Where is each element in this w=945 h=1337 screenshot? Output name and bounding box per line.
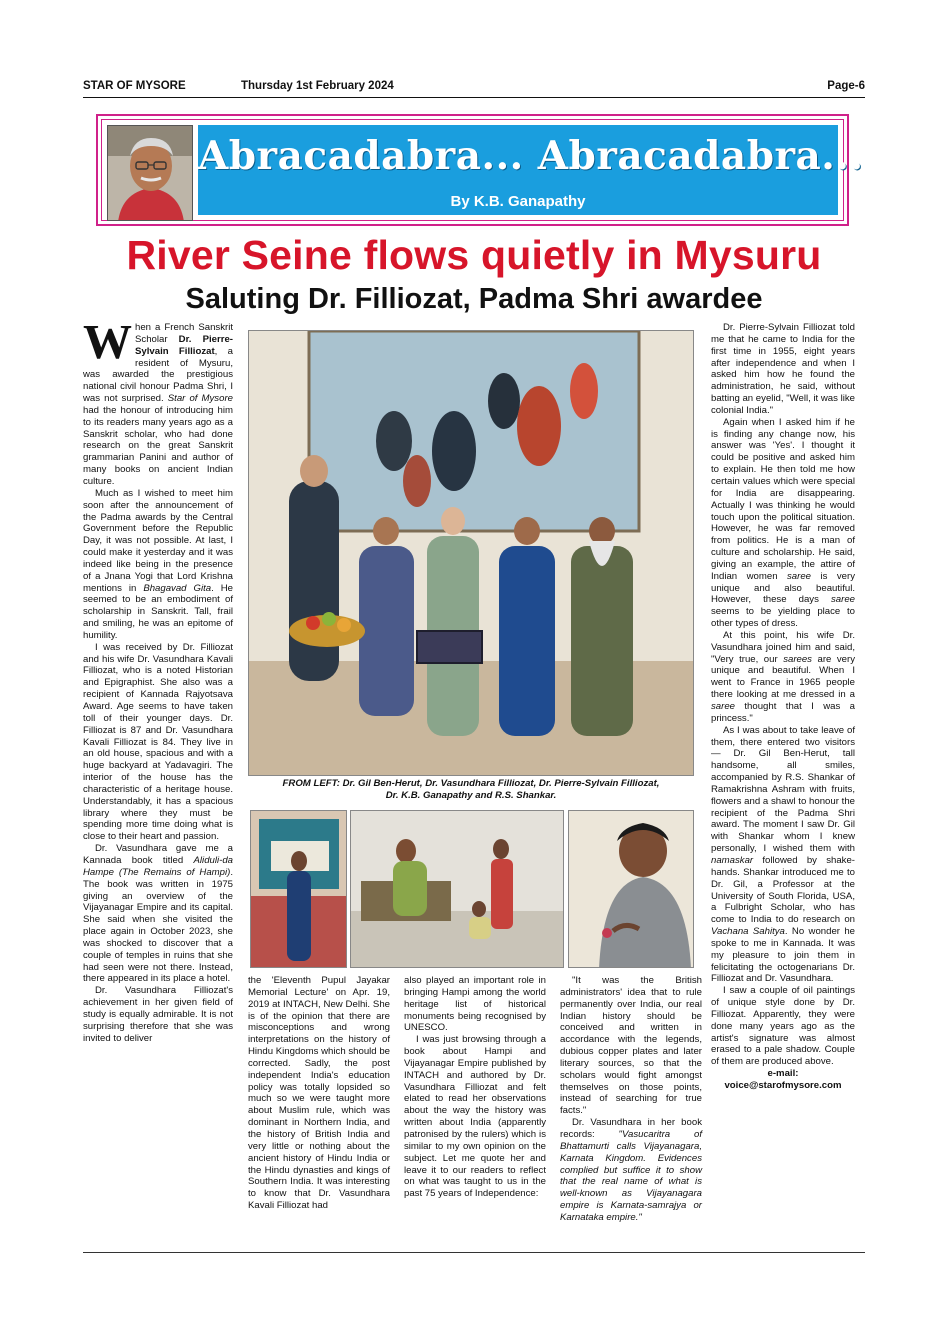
- photo-caption: [248, 778, 694, 802]
- drop-cap: W: [83, 314, 132, 369]
- group-photo-illustration: [249, 331, 694, 776]
- emphasis: saree: [831, 594, 855, 606]
- painting-2: [350, 810, 564, 968]
- paragraph: Dr. Vasundhara Filliozat's achievement in her given field of study is equally admirable. It is not surprising therefore that she was invited to deliver: [83, 985, 233, 1044]
- paragraph: I saw a couple of oil paintings of unique style done by Dr. Filliozat. Apparently, they were done many years ago as the artist's signature was almost erased to a pale shadow. Couple of them are produced above.: [711, 985, 855, 1068]
- issue-date: Thursday 1st February 2024: [241, 80, 394, 92]
- page-header: [83, 80, 865, 96]
- column-title: Abracadabra... Abracadabra...: [198, 133, 864, 179]
- text-run: , a resident of Mysuru, was awarded the prestigious national civil honour Padma Shri, I was not surprised.: [83, 345, 233, 405]
- book-title: Bhagavad Gita: [143, 582, 212, 594]
- paragraph: I was received by Dr. Filliozat and his wife Dr. Vasundhara Kavali Filliozat, who is a noted Historian and Epigraphist. She also was a recipient of Kannada Rajyotsava Award. Age seems to have taken toll of their younger days. Dr. Filliozat is 87 and Dr. Vasundhara Kavali Filliozat is 84. They live in an old house, spacious and with a huge backyard at Yadavagiri. The interior of the house has the characteristic of a heritage house. Understandably, it has a spacious library where they must be spending more time doing what is close to their heart and passion.: [83, 641, 233, 843]
- emphasis: saree: [711, 701, 735, 712]
- text-run: Again when I asked him if he is finding any change now, his answer was 'Yes'. I thought it could be positive and asked him to explain. He then told me how certain values which were special for India are disappearing. Actually I was thinking he would touch upon the political situation. However, he was far removed from politics. He is a man of culture and scholarship. He said, giving an example, the attire of Indian women: [711, 416, 855, 582]
- book-quote: "Vasucaritra of Bhattamurti calls Vijayanagara, Karnata Kingdom. Evidences complied but suffice it to show that the real name of what is well-known as Vijayanagara empire is Karnata-samrajya or Karnataka empire.": [560, 1128, 702, 1223]
- text-run: . He seemed to be an embodiment of scholarship in Sanskrit. Tall, frail and smiling, he was an epitome of humility.: [83, 582, 233, 641]
- article-column-5: [711, 322, 855, 1092]
- footer-rule: [83, 1252, 865, 1253]
- article-column-4: [560, 975, 702, 1224]
- text-run: . The book was written in 1975 giving an overview of the Vijayanagar Empire and its capital. She said when she visited the place again in October 2023, she was shocked to discover that a couple of temples in ruins that she had seen were not there. Instead, there appeared in its place a hotel.: [83, 866, 233, 985]
- paragraph: [83, 314, 233, 488]
- painting-family-illustration: [351, 811, 564, 968]
- article-column-2: [248, 975, 390, 1212]
- paragraph: also played an important role in bringing Hampi among the world heritage list of historical monuments being recognised by UNESCO.: [404, 975, 546, 1034]
- paragraph: I was just browsing through a book about Hampi and Vijayanagar Empire published by INTACH and authored by Dr. Vasundhara Filliozat and felt elated to read her observations about the way the history was written about India (apparently patronised by the rulers) which is similar to my own opinion on the subject. Let me quote her and leave it to our readers to reflect on what was taught to us in the past 75 years of Independence:: [404, 1034, 546, 1200]
- text-run: seems to be yielding place to other types of dress.: [711, 606, 855, 630]
- article-column-3: [404, 975, 546, 1200]
- header-rule: [83, 97, 865, 98]
- text-run: hen a French Sanskrit Scholar: [135, 322, 233, 345]
- text-run: is very unique and also beautiful. However, these days: [711, 570, 855, 606]
- emphasis: Vachana Sahitya: [711, 926, 785, 938]
- author-portrait-illustration: [108, 126, 193, 221]
- paragraph: Dr. Pierre-Sylvain Filliozat told me that he came to India for the first time in 1955, eight years after independence and when I asked him how he found the administration, he said, without batting an eyelid, "Well, it was like colonial India.": [711, 322, 856, 416]
- painting-3: [568, 810, 694, 968]
- email-address[interactable]: voice@starofmysore.com: [724, 1080, 842, 1091]
- caption-line-2: Dr. K.B. Ganapathy and R.S. Shankar.: [385, 790, 557, 801]
- text-run: followed by shake-hands. Shankar introduced me to Dr. Gil, a Professor at the University of South Florida, USA, a Fulbright Scholar, who has come to India to do research on: [711, 854, 855, 926]
- emphasis: namaskar: [711, 854, 754, 866]
- article-column-1: [83, 314, 233, 1044]
- book-title: Aliduli-da Hampe (The Remains of Hampi): [83, 854, 233, 878]
- main-photo: [248, 330, 694, 776]
- painting-woman-seated-illustration: [251, 811, 347, 968]
- text-run: Much as I wished to meet him soon after the announcement of the Padma awards by the Central Government before the Republic Day, it was not possible. At last, I could make it yesterday and it was indeed like being in the presence of a Jnana Yogi that Lord Krishna mentions in: [83, 487, 233, 594]
- text-run: Dr. Vasundhara gave me a Kannada book titled: [83, 843, 233, 866]
- text-run: At this point, his wife Dr. Vasundhara joined him and said, "Very true, our: [711, 629, 855, 665]
- emphasis: saree: [787, 570, 811, 582]
- text-run: As I was about to take leave of them, there entered two visitors — Dr. Gil Ben-Herut, tall handsome, all smiles, accompanied by R.S. Shankar of Ramakrishna Ashram with fruits, flowers and a shawl to honour the recipient of the Padma Shri award. The moment I saw Dr. Gil with Shankar whom I knew personally, I wished them with: [711, 724, 855, 855]
- painting-woman-portrait-illustration: [569, 811, 694, 968]
- article-subheadline: Saluting Dr. Filliozat, Padma Shri awardee: [185, 283, 763, 315]
- caption-line-1: FROM LEFT: Dr. Gil Ben-Herut, Dr. Vasundhara Filliozat, Dr. Pierre-Sylvain Filliozat,: [282, 778, 660, 789]
- email-label: e-mail:: [767, 1068, 799, 1080]
- paragraph: [711, 417, 855, 630]
- column-banner: [96, 114, 864, 226]
- publication-name: STAR OF MYSORE: [83, 80, 186, 92]
- paragraph: [560, 1117, 702, 1224]
- author-portrait: [107, 125, 193, 221]
- painting-1: [250, 810, 347, 968]
- paragraph: "It was the British administrators' idea that to rule permanently over India, our real Indian history should be conceived and written in accordance with the legends, dubious copper plates and later literary sources, so that the scholars would fight amongst themselves on those points, instead of searching for true facts.": [560, 975, 702, 1117]
- banner-inner-frame: [101, 119, 864, 221]
- emphasis: sarees: [783, 653, 812, 665]
- scholar-name: Dr. Pierre-Sylvain Filliozat: [135, 333, 233, 357]
- text-run: Dr. Vasundhara in her book records:: [560, 1117, 702, 1140]
- paragraph: [711, 725, 855, 986]
- paragraph: [711, 630, 855, 725]
- paragraph: [83, 488, 233, 642]
- banner-title-panel: [198, 125, 864, 215]
- text-run: had the honour of introducing him to its readers many years ago as a Sanskrit scholar, who had done research on the great Sanskrit grammarian Panini and author of many books on ancient Indian culture.: [83, 404, 233, 487]
- paragraph: the 'Eleventh Pupul Jayakar Memorial Lecture' on Apr. 19, 2019 at INTACH, New Delhi. She is of the opinion that there are misconceptions and wrong interpretations on the history of Hindu Kingdoms which should be corrected. Sadly, the post independent India's education policy was totally lopsided so much so we were taught more about Muslim rule, which was dominant in Northern India, and the history of British India and very little or nothing about the ancient history of Hindu India or the Hindu dynasties and kings of Southern India. It was interesting to know that Dr. Vasundhara Kavali Filliozat had: [248, 975, 390, 1212]
- article-headline: River Seine flows quietly in Mysuru: [126, 232, 822, 278]
- text-run: . No wonder he spoke to me in Kannada. It was my pleasure to join them in felicitating the octogenarians Dr. Filliozat and Dr. Vasundhara.: [711, 926, 855, 985]
- text-run: are very unique and beautiful. When I went to France in 1965 people there looking at me dressed in a: [711, 653, 855, 701]
- text-run: thought that I was a princess.": [711, 701, 855, 724]
- page-number: Page-6: [827, 80, 865, 92]
- publication-mention: Star of Mysore: [167, 393, 233, 405]
- paragraph: [83, 843, 233, 985]
- column-byline: By K.B. Ganapathy: [450, 193, 586, 210]
